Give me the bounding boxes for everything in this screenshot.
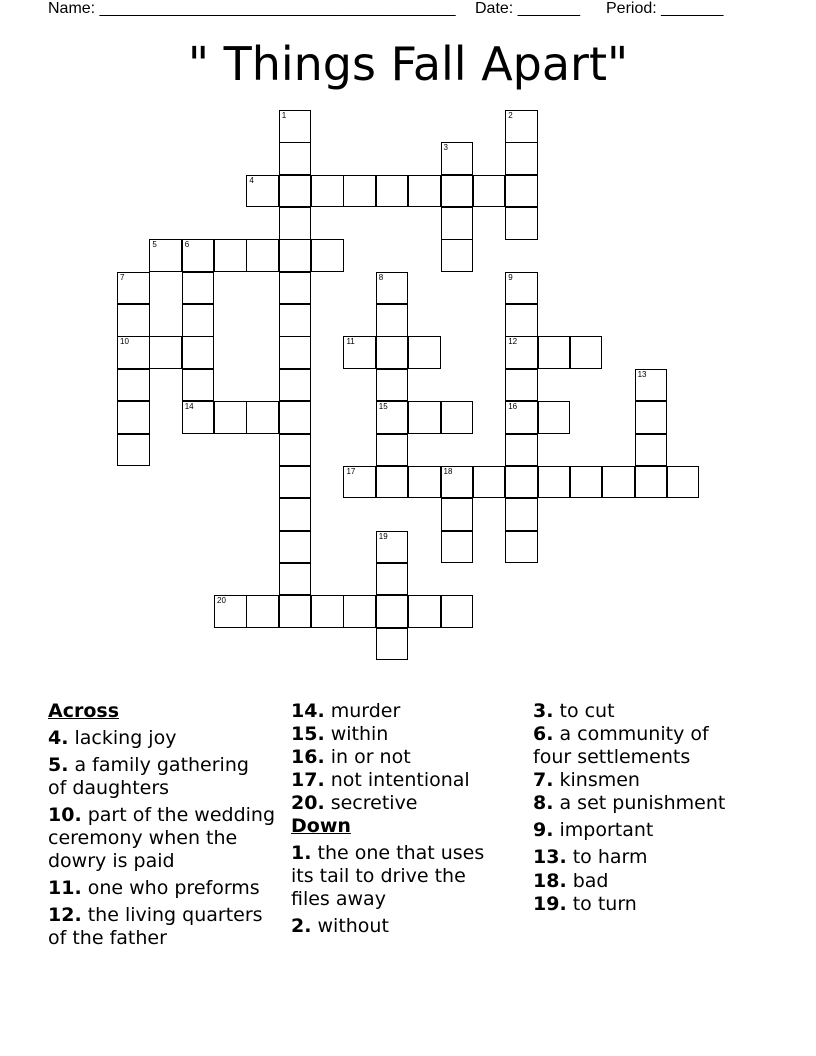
crossword-cell[interactable] [408,401,441,434]
clue-down-2: 2. without [291,915,389,937]
crossword-cell[interactable] [279,304,312,337]
crossword-cell[interactable] [441,142,474,175]
crossword-cell[interactable] [279,239,312,272]
clue-across-12: 12. the living quarters of the father [48,904,263,949]
clue-number-label: 18 [443,466,453,476]
crossword-cell[interactable] [376,304,409,337]
crossword-cell[interactable] [505,304,538,337]
clue-number-label: 14 [184,402,194,412]
clue-number-label: 3 [443,143,448,153]
clue-number-label: 10 [120,337,129,347]
crossword-cell[interactable] [505,272,538,305]
down-heading: Down [291,815,351,837]
clue-number-label: 9 [508,272,513,282]
crossword-cell[interactable] [279,272,312,305]
crossword-grid [117,110,717,670]
crossword-cell[interactable] [182,369,215,402]
clue-number-label: 2 [508,111,513,120]
clue-down-3: 3. to cut [533,700,615,722]
clue-number-label: 7 [120,272,125,282]
crossword-cell[interactable] [376,336,409,369]
clues-column-1 [48,700,288,950]
crossword-cell[interactable] [343,466,376,499]
crossword-cell[interactable] [343,336,376,369]
crossword-cell[interactable] [376,628,409,661]
crossword-cell[interactable] [376,369,409,402]
crossword-cell[interactable] [376,531,409,564]
clue-down-13: 13. to harm [533,846,648,868]
crossword-cell[interactable] [311,595,344,628]
clue-down-18: 18. bad [533,870,609,892]
clue-number-label: 12 [508,337,518,347]
clue-across-16: 16. in or not [291,746,411,768]
crossword-cell[interactable] [246,175,279,208]
clue-number-label: 13 [637,369,647,379]
crossword-cell[interactable] [182,239,215,272]
crossword-cell[interactable] [182,272,215,305]
crossword-cell[interactable] [376,175,409,208]
crossword-cell[interactable] [376,434,409,467]
crossword-cell[interactable] [441,175,474,208]
crossword-cell[interactable] [376,563,409,596]
crossword-cell[interactable] [279,336,312,369]
clue-number-label: 19 [378,531,388,541]
clue-down-6: 6. a community of four settlements [533,723,709,768]
crossword-cell[interactable] [214,401,247,434]
crossword-cell[interactable] [279,595,312,628]
crossword-cell[interactable] [279,434,312,467]
crossword-cell[interactable] [570,336,603,369]
crossword-cell[interactable] [279,466,312,499]
clue-number-label: 16 [508,402,518,412]
crossword-cell[interactable] [182,401,215,434]
crossword-cell[interactable] [279,563,312,596]
clue-number-label: 5 [152,240,157,250]
crossword-cell[interactable] [505,401,538,434]
crossword-cell[interactable] [311,175,344,208]
crossword-cell[interactable] [667,466,700,499]
crossword-cell[interactable] [441,207,474,240]
clue-down-1: 1. the one that uses its tail to drive the files away [291,842,485,910]
crossword-cell[interactable] [279,142,312,175]
crossword-cell[interactable] [246,401,279,434]
crossword-cell[interactable] [279,369,312,402]
crossword-cell[interactable] [505,207,538,240]
clue-number-label: 20 [217,596,226,606]
name-field-label[interactable]: Name: ________________________________________ [48,0,456,17]
crossword-cell[interactable] [538,336,571,369]
crossword-cell[interactable] [441,498,474,531]
clue-across-4: 4. lacking joy [48,727,177,749]
crossword-cell[interactable] [473,466,506,499]
crossword-cell[interactable] [441,466,474,499]
clue-number-label: 8 [378,272,384,282]
crossword-cell[interactable] [376,595,409,628]
clues-column-2 [291,700,521,938]
crossword-cell[interactable] [376,272,409,305]
crossword-cell[interactable] [279,110,312,143]
crossword-cell[interactable] [505,336,538,369]
crossword-cell[interactable] [376,401,409,434]
crossword-cell[interactable] [538,401,571,434]
clue-across-17: 17. not intentional [291,769,470,791]
crossword-cell[interactable] [473,175,506,208]
crossword-cell[interactable] [505,175,538,208]
crossword-cell[interactable] [505,466,538,499]
crossword-cell[interactable] [441,531,474,564]
crossword-cell[interactable] [635,401,668,434]
clue-across-5: 5. a family gathering of daughters [48,754,249,799]
clue-number-label: 1 [281,111,287,120]
crossword-cell[interactable] [214,595,247,628]
clue-down-19: 19. to turn [533,893,637,915]
crossword-cell[interactable] [505,142,538,175]
crossword-cell[interactable] [279,498,312,531]
clue-number-label: 15 [378,402,388,412]
clue-number-label: 6 [184,240,190,250]
crossword-cell[interactable] [279,175,312,208]
crossword-cell[interactable] [505,369,538,402]
crossword-cell[interactable] [635,369,668,402]
crossword-cell[interactable] [602,466,635,499]
crossword-cell[interactable] [279,531,312,564]
header-fields [48,0,768,22]
crossword-cell[interactable] [343,595,376,628]
crossword-cell[interactable] [408,595,441,628]
crossword-cell[interactable] [149,239,182,272]
date-field-label[interactable]: Date: _______ [475,0,580,17]
clues-column-3 [533,700,773,916]
clue-number-label: 11 [346,337,355,347]
crossword-cell[interactable] [117,272,150,305]
crossword-cell[interactable] [505,434,538,467]
clue-down-8: 8. a set punishment [533,792,726,814]
crossword-cell[interactable] [441,401,474,434]
crossword-cell[interactable] [570,466,603,499]
crossword-cell[interactable] [505,498,538,531]
across-heading: Across [48,700,120,722]
clue-across-11: 11. one who preforms [48,877,260,899]
crossword-cell[interactable] [635,466,668,499]
crossword-cell[interactable] [246,239,279,272]
crossword-cell[interactable] [214,239,247,272]
crossword-cell[interactable] [505,531,538,564]
crossword-cell[interactable] [311,239,344,272]
clue-across-20: 20. secretive [291,792,418,814]
page-title: " Things Fall Apart" [187,37,629,91]
crossword-cell[interactable] [408,336,441,369]
clue-down-7: 7. kinsmen [533,769,640,791]
crossword-cell[interactable] [117,434,150,467]
crossword-cell[interactable] [117,401,150,434]
clue-across-10: 10. part of the wedding ceremony when the dowry is paid [48,804,276,872]
crossword-cell[interactable] [279,207,312,240]
crossword-cell[interactable] [117,304,150,337]
crossword-cell[interactable] [182,336,215,369]
crossword-cell[interactable] [538,466,571,499]
crossword-cell[interactable] [343,175,376,208]
crossword-cell[interactable] [117,369,150,402]
period-field-label[interactable]: Period: _______ [606,0,724,17]
clue-number-label: 17 [346,466,356,476]
crossword-cell[interactable] [117,336,150,369]
crossword-cell[interactable] [376,466,409,499]
crossword-cell[interactable] [441,239,474,272]
crossword-cell[interactable] [408,175,441,208]
clue-across-14: 14. murder [291,700,401,722]
crossword-cell[interactable] [279,401,312,434]
clue-down-9: 9. important [533,819,654,841]
crossword-cell[interactable] [408,466,441,499]
crossword-cell[interactable] [441,595,474,628]
crossword-cell[interactable] [149,336,182,369]
clue-number-label: 4 [249,175,254,185]
crossword-cell[interactable] [246,595,279,628]
crossword-cell[interactable] [182,304,215,337]
crossword-cell[interactable] [505,110,538,143]
crossword-cell[interactable] [635,434,668,467]
clue-across-15: 15. within [291,723,389,745]
